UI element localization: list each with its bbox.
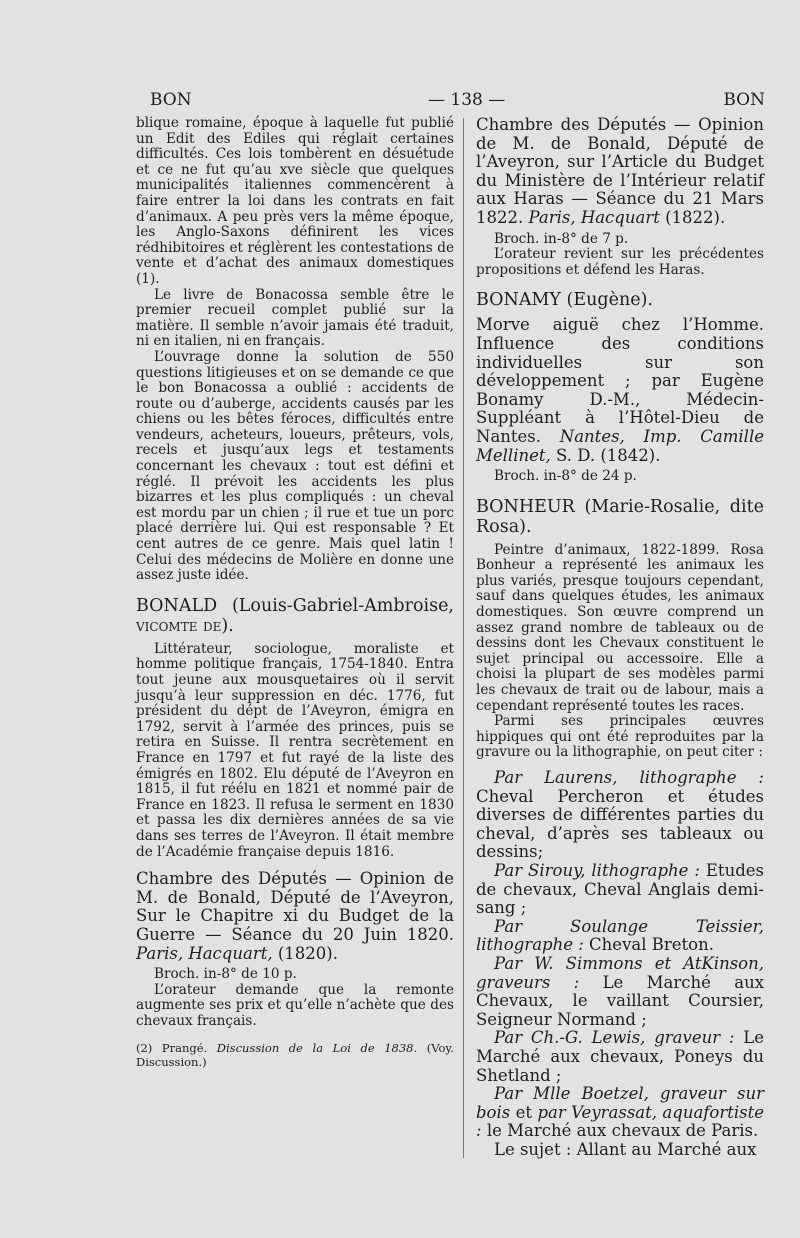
page-number: — 138 — (428, 90, 506, 110)
list-item: Par Laurens, lithographe : Cheval Percheron et études diverses de différentes parties du cheval, d’après ses tableaux ou dessins; (476, 768, 764, 862)
header-right: BON (723, 90, 765, 110)
running-header (150, 90, 765, 114)
entry-heading-bonheur: BONHEUR (Marie-Rosalie, dite Rosa). (476, 496, 764, 537)
paragraph: L’ouvrage donne la solution de 550 questions litigieuses et on se demande ce que le bon Bonacossa a oublié : accidents de route ou d’auberge, accidents causés par les chiens ou les bêtes féroces, difficultés entre vendeurs, acheteurs, loueurs, prêteurs, vols, recels et jusqu’aux legs et testaments concernant les chevaux : tout est défini et réglé. Il prévoit les accidents les plus bizarres et les plus compliqués : un cheval est mordu par un chien ; il rue et tue un porc placé derrière lui. Qui est responsable ? Et cent autres de ce genre. Mais quel latin ! Celui des médecins de Molière en donne une assez juste idée. (136, 348, 454, 584)
list-item: Par Mlle Boetzel, graveur sur bois et par Veyrassat, aquafortiste : le Marché aux chevaux de Paris. (476, 1084, 764, 1141)
paragraph: blique romaine, époque à laquelle fut publié un Edit des Ediles qui réglait certaines difficultés. Ces lois tombèrent en désuétude et ce ne fut qu’au xve siècle que quelques municipalités italiennes commencèrent à faire entrer la loi dans les contrats en fait d’animaux. A peu près vers la même époque, les Anglo-Saxons définirent les vices rédhibitoires et réglèrent les contestations de vente et d’achat des animaux domestiques (1). (136, 115, 454, 287)
header-left: BON (150, 90, 192, 110)
book-format: Broch. in-8° de 24 p. (494, 468, 637, 485)
column-divider (463, 118, 464, 1158)
entry-heading-bonald: BONALD (Louis-Gabriel-Ambroise, vicomte de). (136, 595, 454, 636)
right-column (476, 116, 764, 1159)
paragraph: Parmi ses principales œuvres hippiques qui ont été reproduites par la gravure ou la lithographie, on peut citer : (476, 713, 764, 761)
list-item: Par Soulange Teissier, lithographe : Cheval Breton. (476, 916, 764, 955)
book-entry: Morve aiguë chez l’Homme. Influence des conditions individuelles sur son développement ; par Eugène Bonamy D.-M., Médecin-Suppléant à l’Hôtel-Dieu de Nantes. Nantes, Imp. Camille Mellinet, S. D. (1842). (476, 315, 764, 465)
left-column (136, 116, 454, 1069)
book-entry: Chambre des Députés — Opinion de M. de Bonald, Député de l’Aveyron, sur l’Article du Budget du Ministère de l’Intérieur relatif aux Haras — Séance du 21 Mars 1822. Paris, Hacquart (1822). (476, 115, 764, 227)
book-entry: Chambre des Députés — Opinion de M. de Bonald, Député de l’Aveyron, Sur le Chapitre xi du Budget de la Guerre — Séance du 20 Juin 1820. Paris, Hacquart, (1820). (136, 869, 454, 963)
list-item: Par Sirouy, lithographe : Etudes de chevaux, Cheval Anglais demi-sang ; (476, 860, 764, 918)
list-item: Par Ch.-G. Lewis, graveur : Le Marché aux chevaux, Poneys du Shetland ; (476, 1028, 764, 1085)
book-format: Broch. in-8° de 10 p. (154, 966, 297, 983)
book-format: Broch. in-8° de 7 p. (494, 230, 629, 247)
list-item: Par W. Simmons et AtKinson, graveurs : Le Marché aux Chevaux, le vaillant Coursier, Seigneur Normand ; (476, 953, 764, 1029)
biography: Littérateur, sociologue, moraliste et homme politique français, 1754-1840. Entra tout jeune aux mousquetaires où il servit jusqu’à leur suppression en déc. 1776, fut président du dépt de l’Aveyron, émigra en 1792, servit à l’armée des princes, puis se retira en Suisse. Il rentra secrètement en France en 1797 et fut rayé de la liste des émigrés en 1802. Elu député de l’Aveyron en 1815, il fut réélu en 1821 et nommé pair de France en 1823. Il refusa le serment en 1830 et passa les dix dernières années de sa vie dans ses terres de l’Aveyron. Il était membre de l’Académie française depuis 1816. (136, 640, 454, 860)
footnote: (2) Prangé. Discussion de la Loi de 1838. (Voy. Discussion.) (136, 1041, 454, 1070)
book-note: L’orateur demande que la remonte augmente ses prix et qu’elle n’achète que des chevaux français. (136, 981, 454, 1029)
works-list (476, 769, 764, 1159)
biography: Peintre d’animaux, 1822-1899. Rosa Bonheur a représenté les animaux les plus variés, presque toujours cependant, sauf dans quelques études, les animaux domestiques. Son œuvre comprend un assez grand nombre de tableaux ou de dessins dont les Chevaux constituent le sujet principal ou accessoire. Elle a choisi la plupart de ses modèles parmi les chevaux de trait ou de labour, mais a cependant représenté toutes les races. (476, 541, 764, 714)
paragraph: Le livre de Bonacossa semble être le premier recueil complet publié sur la matière. Il semble n’avoir jamais été traduit, ni en italien, ni en français. (136, 286, 454, 350)
list-item: Le sujet : Allant au Marché aux (494, 1139, 757, 1159)
book-note: L’orateur revient sur les précédentes propositions et défend les Haras. (476, 246, 764, 278)
entry-heading-bonamy: BONAMY (Eugène). (476, 290, 653, 311)
